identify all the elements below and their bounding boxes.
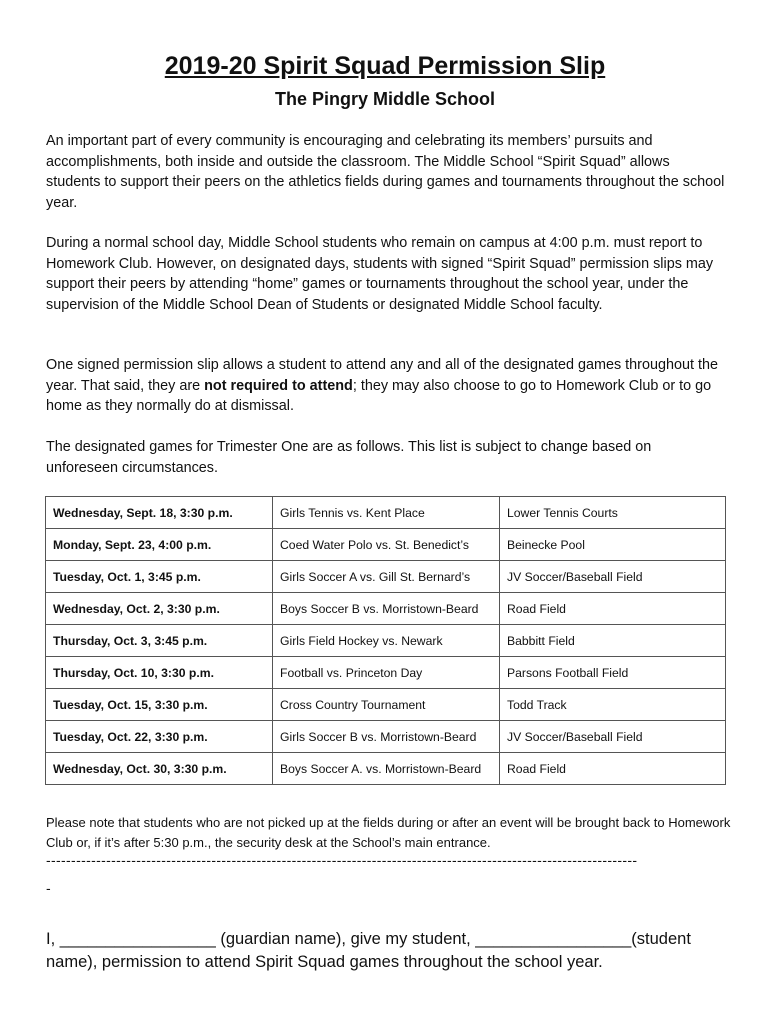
schedule-intro-paragraph: The designated games for Trimester One are as follows. This list is subject to change based on unforeseen circumstances. — [46, 439, 652, 476]
game-event-cell: Girls Soccer B vs. Morristown-Beard — [273, 721, 500, 753]
table-row — [46, 721, 726, 753]
game-location-cell: Lower Tennis Courts — [500, 497, 726, 529]
game-event-cell: Girls Field Hockey vs. Newark — [273, 625, 500, 657]
table-row — [46, 561, 726, 593]
table-row — [46, 593, 726, 625]
cut-line-divider: ---------------------------------------------------------------------------------------------------------------------- — [46, 852, 638, 868]
game-date-cell: Monday, Sept. 23, 4:00 p.m. — [46, 529, 273, 561]
guardian-consent-statement: I, _________________ (guardian name), give my student, _________________(student name), permission to attend Spirit Squad games throughout the school year. — [46, 930, 691, 971]
game-location-cell: Road Field — [500, 593, 726, 625]
page-subtitle: The Pingry Middle School — [274, 89, 496, 109]
game-location-cell: Beinecke Pool — [500, 529, 726, 561]
game-date-cell: Tuesday, Oct. 22, 3:30 p.m. — [46, 721, 273, 753]
game-location-cell: Parsons Football Field — [500, 657, 726, 689]
cut-line-divider-tail: - — [46, 880, 51, 896]
game-location-cell: JV Soccer/Baseball Field — [500, 561, 726, 593]
game-event-cell: Boys Soccer B vs. Morristown-Beard — [273, 593, 500, 625]
game-date-cell: Thursday, Oct. 3, 3:45 p.m. — [46, 625, 273, 657]
attendance-text-end: ; they may also choose to go to Homework Club or to go home as they normally do at dismissal. — [46, 377, 712, 414]
table-row — [46, 657, 726, 689]
attendance-text-start: One signed permission slip allows a student to attend any and all of the designated games throughout the year. That said, they are — [46, 357, 718, 394]
game-date-cell: Wednesday, Oct. 30, 3:30 p.m. — [46, 753, 273, 785]
game-event-cell: Girls Soccer A vs. Gill St. Bernard’s — [273, 561, 500, 593]
game-event-cell: Boys Soccer A. vs. Morristown-Beard — [273, 753, 500, 785]
homework-club-paragraph: During a normal school day, Middle School students who remain on campus at 4:00 p.m. must report to Homework Club. However, on designated days, students with signed “Spirit Squad” permission slips may support their peers by attending “home” games or tournaments throughout the school year, under the supervision of the Middle School Dean of Students or designated Middle School faculty. — [46, 235, 714, 313]
table-row — [46, 753, 726, 785]
game-location-cell: Todd Track — [500, 689, 726, 721]
game-date-cell: Thursday, Oct. 10, 3:30 p.m. — [46, 657, 273, 689]
game-event-cell: Girls Tennis vs. Kent Place — [273, 497, 500, 529]
game-event-cell: Coed Water Polo vs. St. Benedict’s — [273, 529, 500, 561]
table-row — [46, 625, 726, 657]
table-row — [46, 689, 726, 721]
game-date-cell: Tuesday, Oct. 15, 3:30 p.m. — [46, 689, 273, 721]
game-date-cell: Wednesday, Oct. 2, 3:30 p.m. — [46, 593, 273, 625]
game-event-cell: Cross Country Tournament — [273, 689, 500, 721]
games-schedule-table — [45, 496, 726, 785]
page-title: 2019-20 Spirit Squad Permission Slip — [164, 52, 606, 80]
game-event-cell: Football vs. Princeton Day — [273, 657, 500, 689]
game-location-cell: JV Soccer/Baseball Field — [500, 721, 726, 753]
pickup-note: Please note that students who are not picked up at the fields during or after an event will be brought back to Homework Club or, if it’s after 5:30 p.m., the security desk at the School’s main entrance. — [46, 815, 731, 850]
table-row — [46, 529, 726, 561]
table-row — [46, 497, 726, 529]
game-date-cell: Tuesday, Oct. 1, 3:45 p.m. — [46, 561, 273, 593]
attendance-paragraph — [46, 355, 726, 417]
game-location-cell: Road Field — [500, 753, 726, 785]
intro-paragraph: An important part of every community is encouraging and celebrating its members’ pursuits and accomplishments, both inside and outside the classroom. The Middle School “Spirit Squad” allows students to support their peers on the athletics fields during games and tournaments throughout the school year. — [46, 133, 725, 211]
game-location-cell: Babbitt Field — [500, 625, 726, 657]
game-date-cell: Wednesday, Sept. 18, 3:30 p.m. — [46, 497, 273, 529]
not-required-emphasis: not required to attend — [204, 377, 353, 394]
